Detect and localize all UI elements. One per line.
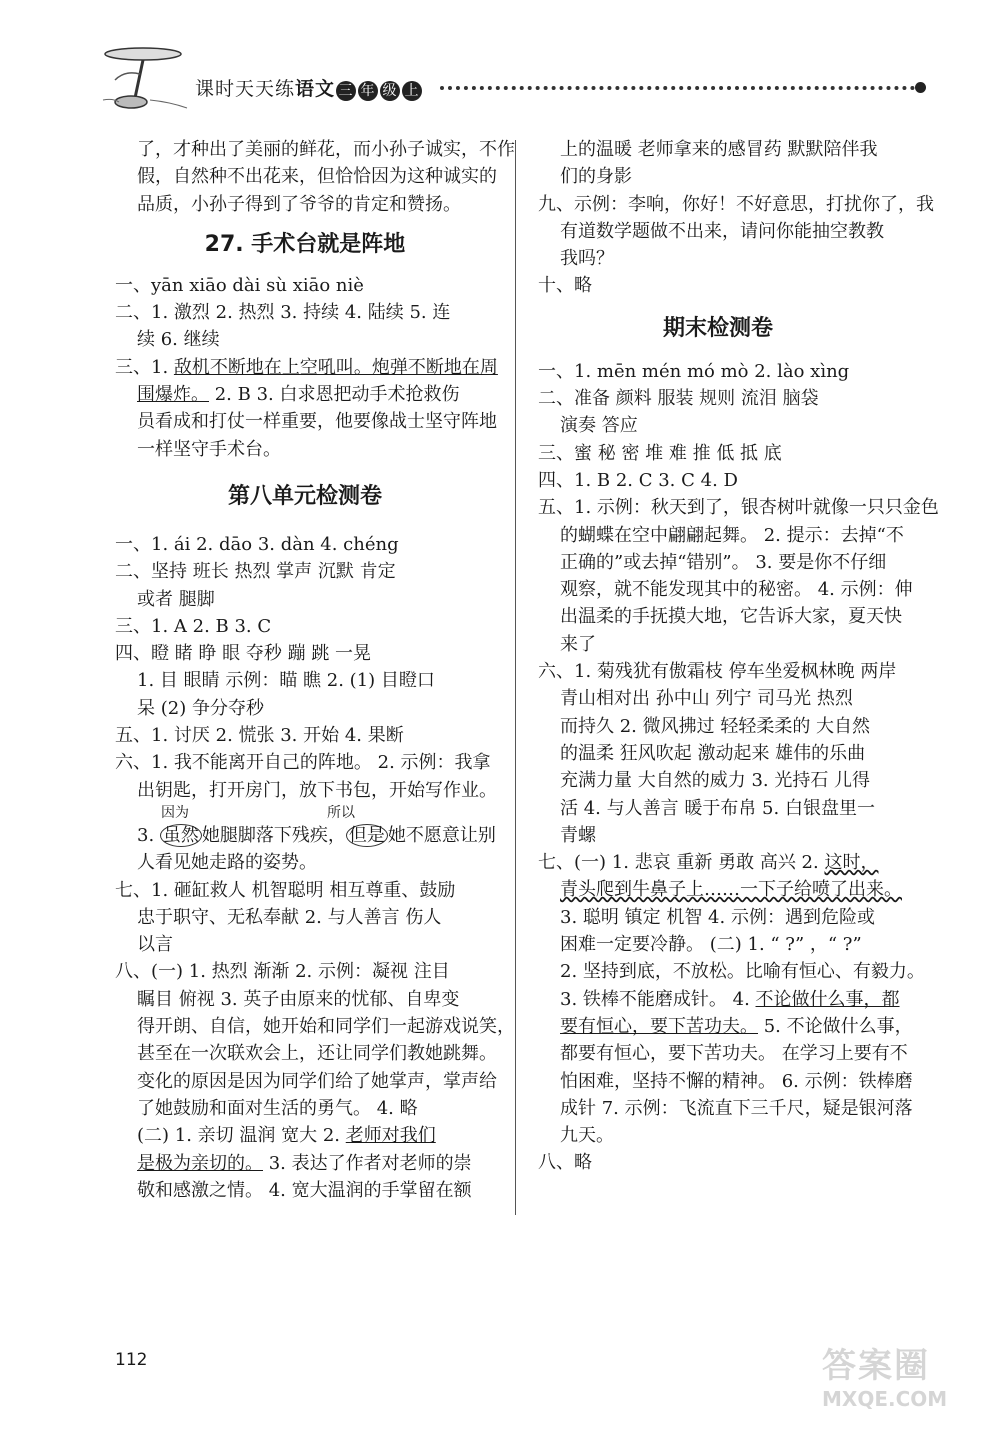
page-header (95, 40, 945, 120)
answer-line (538, 876, 902, 903)
answer-line: 演奏 答应 (560, 415, 638, 437)
answer-line: 1. 目 眼睛 示例：瞄 瞧 2. (1) 目瞪口 (137, 670, 435, 692)
answer-line: 六、1. 菊残犹有傲霜枝 停车坐爱枫林晚 两岸 (538, 661, 897, 683)
answer-line: 正确的”或去掉“错别”。 3. 要是你不仔细 (560, 551, 887, 573)
header-dotted-rule (440, 86, 915, 90)
answer-text: 她腿脚落下残疾， (201, 824, 346, 846)
answer-line: 八、略 (538, 1152, 592, 1174)
answer-line: 了她鼓励和面对生活的勇气。 4. 略 (137, 1097, 418, 1119)
underlined-answer: 要有恒心，要下苦功夫。 (560, 1015, 758, 1037)
answer-line: 困难一定要冷静。 (二) 1. “ ?” ，“ ?” (560, 934, 862, 956)
header-grade-char: 三 (336, 81, 356, 101)
answer-line: 甚至在一次联欢会上，还让同学们教她跳舞。 (137, 1043, 497, 1065)
underlined-answer: 敌机不断地在上空吼叫。炮弹不断地在周 (173, 356, 498, 378)
answer-line: 一、1. mēn mén mó mò 2. lào xìng (538, 360, 850, 382)
answer-text: 七、(一) 1. 悲哀 重新 勇敢 高兴 2. (538, 852, 825, 874)
answer-line (115, 822, 495, 849)
answer-line: 五、1. 讨厌 2. 慌张 3. 开始 4. 果断 (115, 725, 404, 747)
answer-line: 四、瞪 睹 睁 眼 夺秒 蹦 跳 一晃 (115, 643, 372, 665)
answer-line: 充满力量 大自然的威力 3. 光持石 儿得 (560, 770, 871, 792)
intro-line: 了，才种出了美丽的鲜花，而小孙子诚实，不作 (137, 139, 515, 160)
header-grade-char: 上 (402, 81, 422, 101)
answer-line (538, 849, 898, 876)
answer-text: 3. (137, 824, 160, 846)
answer-line: 二、坚持 班长 热烈 掌声 沉默 肯定 (115, 561, 396, 583)
answer-line: 十、略 (538, 275, 592, 297)
answer-line: 呆 (2) 争分夺秒 (137, 697, 264, 719)
intro-line: 假，自然种不出花来，但恰恰因为这种诚实的 (137, 166, 497, 188)
answer-line: 四、1. B 2. C 3. C 4. D (538, 469, 738, 491)
answer-line: 三、蜜 秘 密 堆 难 推 低 抵 底 (538, 442, 782, 464)
answer-line: 或者 腿脚 (137, 588, 215, 610)
header-end-dot (915, 82, 926, 93)
answer-line: 九、示例：李响，你好！不好意思，打扰你了，我 (538, 193, 934, 215)
watermark-text: 答案圈 (822, 1346, 930, 1386)
circled-word: 虽然 (160, 824, 202, 847)
left-column (115, 136, 515, 1204)
answer-text: 2. B 3. 白求恩把动手术抢救伤 (209, 384, 460, 406)
underlined-answer: 这时， (824, 852, 879, 874)
answer-line: 五、1. 示例：秋天到了，银杏树叶就像一只只金色 (538, 497, 939, 519)
answer-line: 青螺 (560, 824, 596, 846)
answer-line (115, 381, 495, 408)
answer-line: 3. 聪明 镇定 机智 4. 示例：遇到危险或 (560, 906, 875, 928)
watermark-url: MXQE.COM (822, 1387, 948, 1411)
answer-line: 以言 (137, 934, 173, 956)
answer-text: (二) 1. 亲切 温润 宽大 2. (137, 1125, 346, 1147)
circled-word: 但是 (346, 824, 388, 847)
final-exam-title: 期末检测卷 (662, 315, 773, 341)
underlined-answer: 不论做什么事，都 (755, 988, 900, 1010)
right-column (538, 136, 939, 1177)
answer-line: 得开朗、自信，她开始和同学们一起游戏说笑， (137, 1016, 515, 1038)
answer-line: 二、1. 激烈 2. 热烈 3. 持续 4. 陆续 5. 连 (115, 302, 451, 324)
answer-line: 成针 7. 示例：飞流直下三千尺，疑是银河落 (560, 1097, 913, 1119)
underlined-answer: 是极为亲切的。 (137, 1152, 263, 1174)
answer-text: 她不愿意让别 (387, 824, 496, 846)
answer-line: 七、1. 砸缸救人 机智聪明 相互尊重、鼓励 (115, 879, 456, 901)
watermark-logo (822, 1338, 982, 1411)
answer-line: 瞩目 俯视 3. 英子由原来的忧郁、自卑变 (137, 988, 460, 1010)
underlined-answer: 青头爬到牛鼻子上……一下子给喷了出来。 (560, 879, 902, 901)
answer-line: 续 6. 继续 (137, 329, 220, 351)
answer-line: 敬和感激之情。 4. 宽大温润的手掌留在额 (137, 1179, 472, 1201)
answer-text: 3. 表达了作者对老师的崇 (263, 1152, 472, 1174)
answer-line: 三、1. A 2. B 3. C (115, 615, 272, 637)
answer-line (538, 986, 898, 1013)
answer-line: 变化的原因是因为同学们给了她掌声，掌声给 (137, 1070, 497, 1092)
answer-line: 怕困难，坚持不懈的精神。 6. 示例：铁棒磨 (560, 1070, 913, 1092)
answer-line (538, 1013, 913, 1040)
underlined-answer: 老师对我们 (345, 1125, 436, 1147)
answer-line: 观察，就不能发现其中的秘密。 4. 示例：伸 (560, 579, 913, 601)
lamp-logo-icon (95, 40, 190, 115)
answer-line: 二、准备 颜料 服装 规则 流泪 脑袋 (538, 388, 819, 410)
answer-line: 员看成和打仗一样重要，他要像战士坚守阵地 (137, 411, 497, 433)
answer-line: 的温柔 狂风吹起 激动起来 雄伟的乐曲 (560, 742, 866, 764)
lesson-27-title: 27. 手术台就是阵地 (204, 231, 406, 257)
annotation-so: 所以 (327, 804, 355, 821)
answer-line: 我吗？ (560, 248, 614, 270)
annotation-row (115, 804, 495, 822)
answer-line: 忠于职守、无私奉献 2. 与人善言 伤人 (137, 906, 442, 928)
answer-line: 人看见她走路的姿势。 (137, 852, 317, 874)
answer-line: 活 4. 与人善言 暖于布帛 5. 白银盘里一 (560, 797, 875, 819)
answer-line: 上的温暖 老师拿来的感冒药 默默陪伴我 (560, 139, 878, 160)
answer-text: 3. 铁棒不能磨成针。 4. (560, 988, 756, 1010)
answer-line: 青山相对出 孙中山 列宁 司马光 热烈 (560, 688, 853, 710)
answer-line: 八、(一) 1. 热烈 渐渐 2. 示例：凝视 注目 (115, 961, 450, 983)
answer-line: 的蝴蝶在空中翩翩起舞。 2. 提示：去掉“不 (560, 524, 904, 546)
header-subject: 语文 (295, 78, 336, 100)
answer-line: 有道数学题做不出来，请问你能抽空教教 (560, 220, 884, 242)
answer-line: 六、1. 我不能离开自己的阵地。 2. 示例：我拿 (115, 752, 491, 774)
answer-line: 一样坚守手术台。 (137, 438, 281, 460)
intro-line: 品质，小孙子得到了爷爷的肯定和赞扬。 (137, 193, 461, 215)
answer-line: 出温柔的手抚摸大地，它告诉大家，夏天快 (560, 606, 902, 628)
answer-line: 九天。 (560, 1125, 614, 1147)
answer-line (115, 354, 498, 381)
answer-line: 2. 坚持到底，不放松。比喻有恒心、有毅力。 (560, 961, 925, 983)
answer-text: 三、1. (115, 356, 174, 378)
column-divider (515, 140, 516, 1215)
underlined-answer: 围爆炸。 (137, 384, 209, 406)
answer-line (115, 1150, 495, 1177)
header-grade-char: 级 (380, 81, 400, 101)
answer-line: 一、1. ái 2. dāo 3. dàn 4. chéng (115, 533, 399, 555)
header-title (195, 74, 423, 101)
answer-line (115, 1122, 495, 1149)
header-grade-char: 年 (358, 81, 378, 101)
answer-line: 出钥匙，打开房门，放下书包，开始写作业。 (137, 779, 497, 801)
page-number: 112 (115, 1350, 148, 1370)
unit-8-title: 第八单元检测卷 (227, 483, 382, 509)
answer-line: 而持久 2. 微风拂过 轻轻柔柔的 大自然 (560, 715, 871, 737)
answer-line: 都要有恒心，要下苦功夫。 在学习上要有不 (560, 1043, 908, 1065)
answer-line: 一、yān xiāo dài sù xiāo niè (115, 274, 364, 296)
annotation-because: 因为 (161, 804, 189, 821)
answer-line: 来了 (560, 633, 596, 655)
answer-line: 们的身影 (560, 166, 632, 188)
answer-text: 5. 不论做什么事， (758, 1015, 913, 1037)
header-series: 课时天天练 (195, 78, 296, 100)
